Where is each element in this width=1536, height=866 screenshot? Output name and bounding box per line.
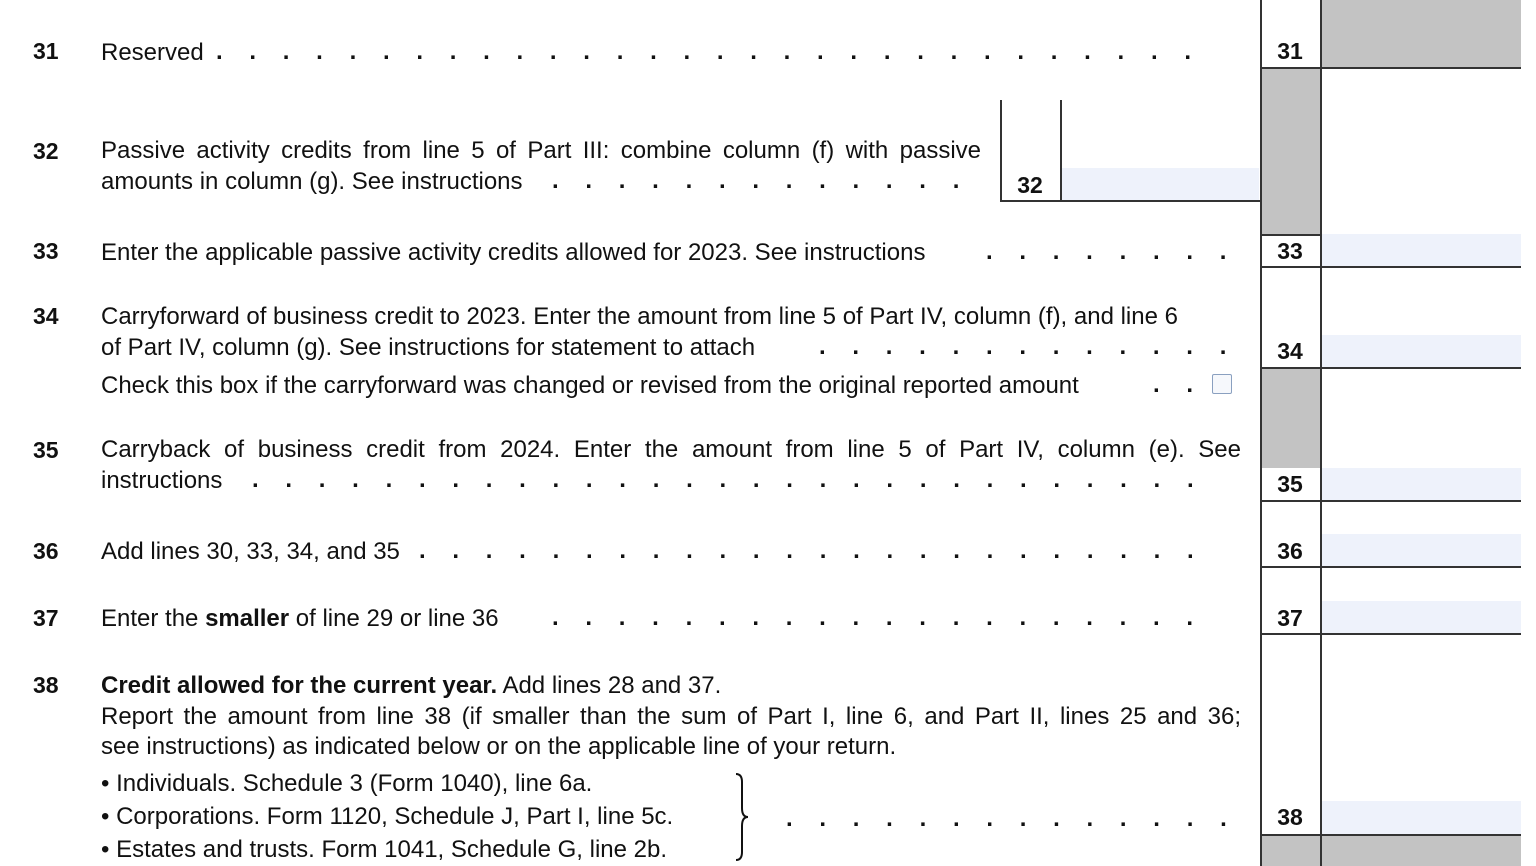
column-rule-right bbox=[1320, 0, 1322, 866]
bullet-individuals: • Individuals. Schedule 3 (Form 1040), line 6a. bbox=[101, 770, 593, 797]
line-number-38: 38 bbox=[33, 672, 59, 698]
shaded-cell-31 bbox=[1321, 0, 1521, 68]
leader-dots-34: . . . . . . . . . . . . . bbox=[819, 333, 1227, 360]
box-label-33: 33 bbox=[1277, 238, 1303, 264]
line-38-text-3: see instructions) as indicated below or on the applicable line of your return. bbox=[101, 733, 897, 760]
bullet-estates-trusts: • Estates and trusts. Form 1041, Schedule G, line 2b. bbox=[101, 836, 668, 863]
line-number-33: 33 bbox=[33, 238, 59, 264]
shaded-cell-34b-35 bbox=[1261, 369, 1320, 468]
line-number-36: 36 bbox=[33, 538, 59, 564]
line-number-37: 37 bbox=[33, 605, 59, 631]
box-label-34: 34 bbox=[1277, 338, 1303, 364]
line32-box-rule-right bbox=[1060, 100, 1062, 201]
line-number-31: 31 bbox=[33, 38, 59, 64]
line-31-text: Reserved bbox=[101, 39, 204, 66]
leader-dots-32: . . . . . . . . . . . . . bbox=[552, 167, 960, 194]
bullet-corporations: • Corporations. Form 1120, Schedule J, Part I, line 5c. bbox=[101, 803, 674, 830]
line-number-34: 34 bbox=[33, 303, 59, 329]
line-32-text-1: Passive activity credits from line 5 of Part III: combine column (f) with passive bbox=[101, 137, 981, 164]
box-label-36: 36 bbox=[1277, 538, 1303, 564]
line-34-text-2: of Part IV, column (g). See instructions for statement to attach bbox=[101, 334, 756, 361]
box-label-35: 35 bbox=[1277, 471, 1303, 497]
box-label-38: 38 bbox=[1277, 804, 1303, 830]
rule-34 bbox=[1260, 367, 1521, 369]
right-brace-icon bbox=[732, 772, 752, 862]
rule-37 bbox=[1260, 633, 1521, 635]
leader-dots-36: . . . . . . . . . . . . . . . . . . . . . . . . bbox=[419, 537, 1194, 564]
box-label-31: 31 bbox=[1277, 38, 1303, 64]
amount-field-33[interactable] bbox=[1322, 234, 1521, 266]
line-number-32: 32 bbox=[33, 138, 59, 164]
amount-field-35[interactable] bbox=[1322, 468, 1521, 500]
line-37-text bbox=[101, 603, 499, 634]
line-37-text-bold: smaller bbox=[205, 605, 290, 632]
line-35-text-1: Carryback of business credit from 2024. Enter the amount from line 5 of Part IV, column (e). See bbox=[101, 436, 1241, 463]
line-36-text: Add lines 30, 33, 34, and 35 bbox=[101, 538, 400, 565]
line-38-title bbox=[101, 670, 721, 701]
line-38-title-bold: Credit allowed for the current year. bbox=[101, 672, 498, 699]
line-37-text-pre: Enter the bbox=[101, 605, 206, 632]
rule-35 bbox=[1260, 500, 1521, 502]
rule-33-top-short bbox=[1260, 234, 1321, 236]
box-label-37: 37 bbox=[1277, 605, 1303, 631]
box-label-32: 32 bbox=[1017, 172, 1043, 198]
line-33-text: Enter the applicable passive activity credits allowed for 2023. See instructions bbox=[101, 239, 926, 266]
rule-38 bbox=[1260, 834, 1521, 836]
amount-field-36[interactable] bbox=[1322, 534, 1521, 566]
shaded-cell-bottom bbox=[1261, 836, 1521, 866]
line-35-text-2: instructions bbox=[101, 467, 223, 494]
shaded-cell-32-33 bbox=[1261, 68, 1320, 234]
rule-31 bbox=[1260, 67, 1521, 69]
leader-dots-37: . . . . . . . . . . . . . . . . . . . . bbox=[552, 604, 1194, 631]
line-34-check-text: Check this box if the carryforward was changed or revised from the original reported amount bbox=[101, 372, 1079, 399]
amount-field-32[interactable] bbox=[1062, 168, 1259, 200]
line-38-title-rest: Add lines 28 and 37. bbox=[497, 672, 722, 699]
line-32-text-2: amounts in column (g). See instructions bbox=[101, 168, 523, 195]
amount-field-34[interactable] bbox=[1322, 335, 1521, 367]
column-rule-left bbox=[1260, 0, 1262, 866]
line-number-35: 35 bbox=[33, 437, 59, 463]
line-38-text-2: Report the amount from line 38 (if smaller than the sum of Part I, line 6, and Part II, lines 25 and 36; bbox=[101, 703, 1241, 730]
line32-box-bottom bbox=[1000, 200, 1260, 202]
line-34-text-1: Carryforward of business credit to 2023. Enter the amount from line 5 of Part IV, column (f), and line 6 bbox=[101, 303, 1178, 330]
leader-dots-38: . . . . . . . . . . . . . . bbox=[786, 805, 1227, 832]
rule-33 bbox=[1260, 266, 1521, 268]
rule-36 bbox=[1260, 566, 1521, 568]
carryforward-changed-checkbox[interactable] bbox=[1212, 374, 1232, 394]
amount-field-38[interactable] bbox=[1322, 801, 1521, 834]
leader-dots-33: . . . . . . . . bbox=[986, 238, 1227, 265]
line-37-text-post: of line 29 or line 36 bbox=[289, 605, 499, 632]
leader-dots-35: . . . . . . . . . . . . . . . . . . . . . . . . . . . . . bbox=[252, 466, 1194, 493]
leader-dots-31: . . . . . . . . . . . . . . . . . . . . . . . . . . . . . . bbox=[216, 38, 1191, 65]
amount-field-37[interactable] bbox=[1322, 601, 1521, 633]
leader-dots-34-check: . . bbox=[1153, 371, 1194, 398]
